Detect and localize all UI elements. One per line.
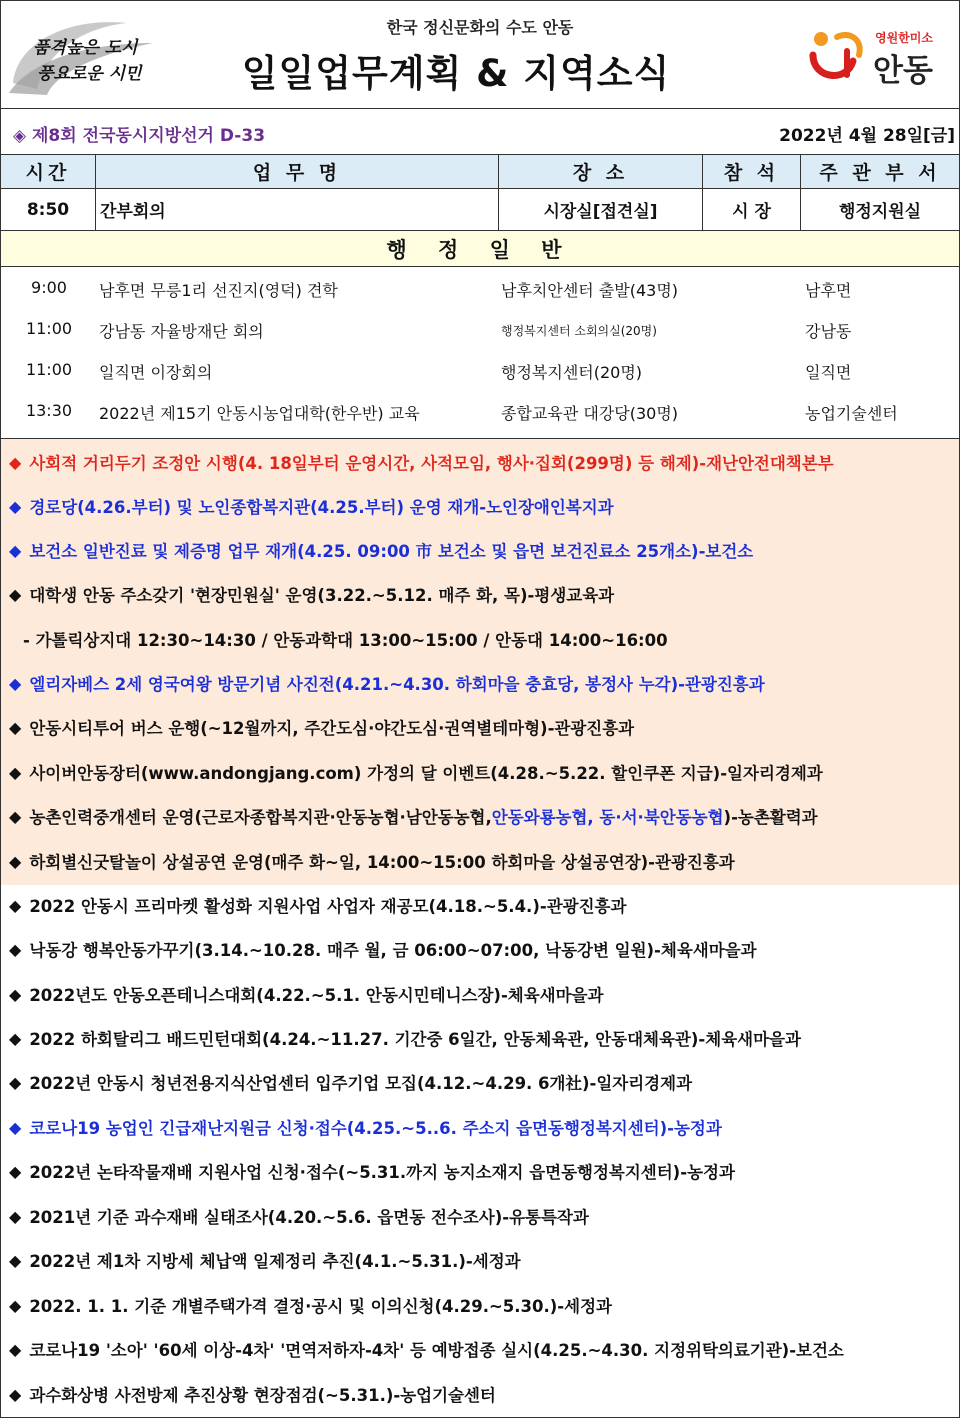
notice-text: 사이버안동장터(www.andongjang.com) 가정의 달 이벤트(4.28.~5.22. 할인쿠폰 지급)-일자리경제과	[29, 764, 823, 783]
notice-text: 2022 하회탈리그 배드민턴대회(4.24.~11.27. 기간중 6일간, 안동체육관, 안동대체육관)-체육새마을과	[29, 1030, 801, 1049]
list-item	[9, 927, 957, 971]
admin-dept: 강남동	[805, 322, 852, 341]
schedule-table-header	[1, 155, 959, 189]
election-countdown: ◈ 제8회 전국동시지방선거 D-33	[13, 126, 266, 146]
admin-time: 11:00	[25, 319, 73, 338]
diamond-bullet-icon: ◆	[9, 806, 22, 826]
list-item	[1, 309, 959, 349]
andong-logo-mark-icon	[807, 25, 871, 89]
diamond-bullet-icon: ◆	[9, 895, 22, 915]
header	[1, 1, 959, 109]
notice-subtext: - 가톨릭상지대 12:30~14:30 / 안동과학대 13:00~15:00 / 안동대 14:00~16:00	[23, 631, 668, 650]
report-date: 2022년 4월 28일[금]	[779, 126, 955, 146]
admin-place: 남후치안센터 출발(43명)	[501, 281, 679, 300]
admin-place: 종합교육관 대강당(30명)	[501, 404, 679, 423]
notice-text: 경로당(4.26.부터) 및 노인종합복지관(4.25.부터) 운영 재개-노인장애인복지과	[29, 498, 614, 517]
row-attendee: 시 장	[703, 189, 801, 230]
list-item	[9, 750, 957, 794]
list-item	[9, 883, 957, 927]
list-item	[9, 705, 957, 749]
diamond-bullet-icon: ◆	[9, 1339, 22, 1359]
row-time: 8:50	[1, 189, 96, 230]
row-place: 시장실[접견실]	[499, 189, 703, 230]
section-title-admin: 행 정 일 반	[1, 231, 959, 267]
list-item	[9, 440, 957, 484]
list-item	[9, 1105, 957, 1149]
info-row	[1, 109, 959, 155]
list-item	[9, 617, 957, 661]
notice-text: 2022 안동시 프리마켓 활성화 지원사업 사업자 재공모(4.18.~5.4.)-관광진흥과	[29, 897, 627, 916]
admin-time: 13:30	[25, 401, 73, 420]
diamond-bullet-icon: ◆	[9, 851, 22, 871]
admin-dept: 농업기술센터	[805, 404, 898, 423]
diamond-bullet-icon: ◆	[9, 762, 22, 782]
diamond-bullet-icon: ◆	[9, 673, 22, 693]
list-item	[9, 484, 957, 528]
slogan-line2: 풍요로운 시민	[37, 64, 142, 84]
slogan-line1: 품격높은 도시	[33, 38, 138, 58]
admin-time: 9:00	[31, 278, 67, 297]
row-task: 간부회의	[96, 189, 499, 230]
admin-place: 행정복지센터 소회의실(20명)	[501, 324, 657, 338]
notice-text: 대학생 안동 주소갖기 '현장민원실' 운영(3.22.~5.12. 매주 화, 목)-평생교육과	[29, 586, 615, 605]
diamond-bullet-icon: ◆	[9, 452, 22, 472]
notice-text: 코로나19 농업인 긴급재난지원금 신청·접수(4.25.~5..6. 주소지 읍면동행정복지센터)-농정과	[29, 1119, 722, 1138]
list-item	[9, 972, 957, 1016]
diamond-bullet-icon: ◆	[9, 1117, 22, 1137]
diamond-bullet-icon: ◆	[9, 1206, 22, 1226]
row-dept: 행정지원실	[838, 202, 922, 222]
admin-task: 일직면 이장회의	[99, 363, 213, 382]
notice-text: 2022년 제1차 지방세 체납액 일제정리 추진(4.1.~5.31.)-세정과	[29, 1252, 521, 1271]
notice-text-highlight: 안동와룡농협, 동·서·북안동농협	[491, 808, 724, 827]
notice-text: 보건소 일반진료 및 제증명 업무 재개(4.25. 09:00 市 보건소 및 읍면 보건진료소 25개소)-보건소	[29, 542, 754, 561]
notice-text-before: 농촌인력중개센터 운영(근로자종합복지관·안동농협·남안동농협,	[29, 808, 492, 827]
notice-text: 2022년도 안동오픈테니스대회(4.22.~5.1. 안동시민테니스장)-체육새마을과	[29, 986, 604, 1005]
header-attendee: 참 석	[703, 155, 801, 188]
list-item	[9, 839, 957, 883]
diamond-bullet-icon: ◆	[9, 984, 22, 1004]
notice-text: 엘리자베스 2세 영국여왕 방문기념 사진전(4.21.~4.30. 하회마을 충효당, 봉정사 누각)-관광진흥과	[29, 675, 765, 694]
diamond-bullet-icon: ◆	[9, 1028, 22, 1048]
list-item	[9, 572, 957, 616]
notice-text: 안동시티투어 버스 운행(~12월까지, 주간도심·야간도심·권역별테마형)-관광진흥과	[29, 719, 635, 738]
list-item	[9, 1372, 957, 1416]
admin-time: 11:00	[25, 360, 73, 379]
diamond-bullet-icon: ◆	[9, 1072, 22, 1092]
admin-dept: 남후면	[805, 281, 852, 300]
admin-place: 행정복지센터(20명)	[501, 363, 643, 382]
admin-task: 강남동 자율방재단 회의	[99, 322, 264, 341]
list-item	[9, 794, 957, 838]
header-subtitle: 한국 정신문화의 수도 안동	[386, 18, 574, 37]
list-item	[9, 1149, 957, 1193]
list-item	[9, 528, 957, 572]
andong-logo	[807, 25, 947, 89]
list-item	[1, 350, 959, 390]
list-item	[9, 1238, 957, 1282]
diamond-bullet-icon: ◆	[9, 1250, 22, 1270]
table-row	[1, 189, 959, 231]
diamond-bullet-icon: ◆	[9, 1384, 22, 1404]
diamond-bullet-icon: ◆	[9, 584, 22, 604]
logo-tagline: 영원한미소	[875, 31, 933, 45]
header-task: 업 무 명	[96, 155, 499, 188]
diamond-bullet-icon: ◆	[9, 939, 22, 959]
notice-text: 과수화상병 사전방제 추진상황 현장점검(~5.31.)-농업기술센터	[29, 1386, 496, 1405]
notice-text: 2022. 1. 1. 기준 개별주택가격 결정·공시 및 이의신청(4.29.~5.30.)-세정과	[29, 1297, 612, 1316]
diamond-bullet-icon: ◆	[9, 717, 22, 737]
list-item	[9, 1327, 957, 1371]
notice-text: 2022년 안동시 청년전용지식산업센터 입주기업 모집(4.12.~4.29. 6개社)-일자리경제과	[29, 1074, 693, 1093]
notice-text: 사회적 거리두기 조정안 시행(4. 18일부터 운영시간, 사적모임, 행사·집회(299명) 등 해제)-재난안전대책본부	[29, 454, 834, 473]
list-item	[9, 1283, 957, 1327]
header-place: 장 소	[499, 155, 703, 188]
list-item	[9, 1060, 957, 1104]
list-item	[9, 1194, 957, 1238]
notice-text: 2021년 기준 과수재배 실태조사(4.20.~5.6. 읍면동 전수조사)-유통특작과	[29, 1208, 589, 1227]
logo-name: 안동	[873, 53, 933, 89]
notice-text: 코로나19 '소아' '60세 이상-4차' '면역저하자-4차' 등 예방접종 실시(4.25.~4.30. 지정위탁의료기관)-보건소	[29, 1341, 844, 1360]
admin-dept: 일직면	[805, 363, 852, 382]
notice-list	[1, 439, 959, 1418]
list-item	[1, 391, 959, 431]
notice-text: 2022년 논타작물재배 지원사업 신청·접수(~5.31.까지 농지소재지 읍면동행정복지센터)-농정과	[29, 1163, 735, 1182]
header-time: 시간	[1, 155, 96, 188]
diamond-bullet-icon: ◆	[9, 1161, 22, 1181]
diamond-bullet-icon: ◆	[9, 1295, 22, 1315]
page-title: 일일업무계획 & 지역소식	[241, 52, 671, 95]
notice-text-after: )-농촌활력과	[723, 808, 818, 827]
header-dept: 주 관 부 서	[819, 162, 941, 184]
list-item	[9, 1016, 957, 1060]
admin-task: 2022년 제15기 안동시농업대학(한우반) 교육	[99, 404, 420, 423]
notice-text: 낙동강 행복안동가꾸기(3.14.~10.28. 매주 월, 금 06:00~07:00, 낙동강변 일원)-체육새마을과	[29, 941, 757, 960]
list-item	[1, 268, 959, 308]
admin-schedule-list	[1, 267, 959, 439]
list-item	[9, 661, 957, 705]
diamond-bullet-icon: ◆	[9, 540, 22, 560]
diamond-bullet-icon: ◆	[9, 496, 22, 516]
admin-task: 남후면 무릉1리 선진지(영덕) 견학	[99, 281, 338, 300]
notice-text: 하회별신굿탈놀이 상설공연 운영(매주 화~일, 14:00~15:00 하회마을 상설공연장)-관광진흥과	[29, 853, 735, 872]
